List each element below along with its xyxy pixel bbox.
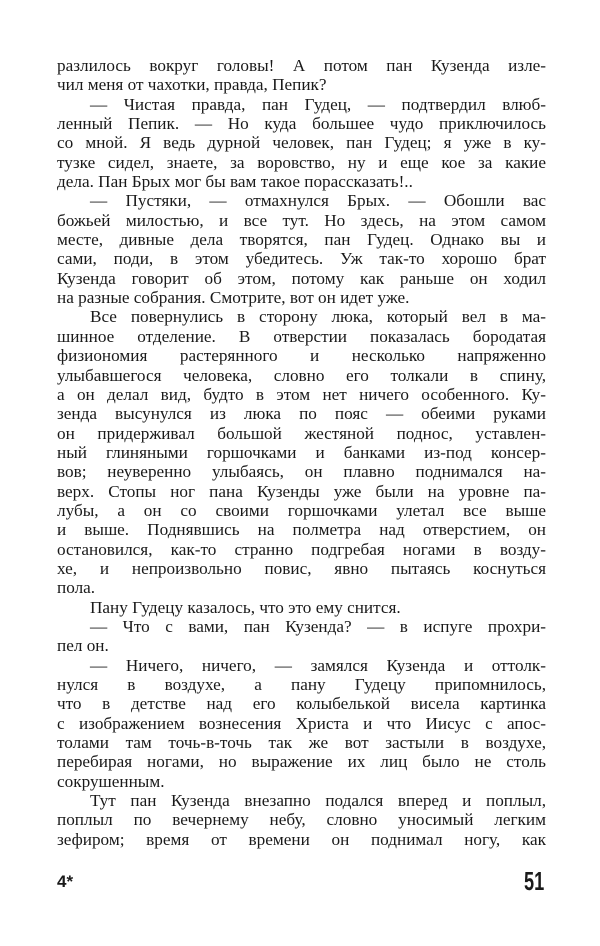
text-line: дела. Пан Брых мог бы вам такое порассказать!.. xyxy=(57,172,413,192)
text-line: верх. Стопы ног пана Кузенды уже были на уровне па- xyxy=(57,481,546,501)
page-body-text xyxy=(57,56,546,849)
text-line: зенда высунулся из люка по пояс — обеими руками xyxy=(57,404,546,424)
text-line: — Ничего, ничего, — замялся Кузенда и оттолк- xyxy=(90,655,546,675)
signature-mark: 4* xyxy=(57,872,74,891)
text-line: поплыл по вечернему небу, словно уносимый легким xyxy=(57,810,546,830)
text-line: — Что с вами, пан Кузенда? — в испуге прохри- xyxy=(90,616,546,636)
text-line: пола. xyxy=(57,578,96,598)
text-line: что в детстве над его колыбелькой висела картинка xyxy=(57,694,546,714)
text-line: Все повернулись в сторону люка, который вел в ма- xyxy=(90,307,546,327)
text-line: физиономия растерянного и несколько напряженно xyxy=(57,346,546,366)
text-line: со мной. Я ведь дурной человек, пан Гудец; я уже в ку- xyxy=(57,133,546,153)
text-line: лубы, а он со своими горшочками улетал все выше xyxy=(57,500,546,520)
text-line: на разные собрания. Смотрите, вот он идет уже. xyxy=(57,288,410,308)
text-line: толами там точь-в-точь так же вот застыли в воздухе, xyxy=(57,733,546,753)
text-line: улыбавшегося человека, словно его толкали в спину, xyxy=(57,365,546,385)
text-line: чил меня от чахотки, правда, Пепик? xyxy=(57,75,327,95)
text-line: он придерживал большой жестяной поднос, уставлен- xyxy=(57,423,546,443)
text-line: пел он. xyxy=(57,636,109,656)
text-line: — Чистая правда, пан Гудец, — подтвердил влюб- xyxy=(90,94,546,114)
text-line: сокрушенным. xyxy=(57,771,165,791)
text-line: вов; неуверенно улыбаясь, он плавно поднимался на- xyxy=(57,462,546,482)
text-line: хе, и непроизвольно повис, явно пытаясь коснуться xyxy=(57,558,546,578)
text-line: Пану Гудецу казалось, что это ему снится. xyxy=(90,597,401,617)
text-line: тузке сидел, знаете, за воровство, ну и еще кое за какие xyxy=(57,152,546,172)
text-line: остановился, как-то странно подгребая ногами в возду- xyxy=(57,539,546,559)
text-line: шинное отделение. В отверстии показалась бородатая xyxy=(57,326,546,346)
text-line: нулся в воздухе, а пану Гудецу припомнилось, xyxy=(57,675,546,694)
text-line: месте, дивные дела творятся, пан Гудец. Однако вы и xyxy=(57,230,546,250)
text-line: сами, поди, в этом убедитесь. Уж так-то хорошо брат xyxy=(57,249,546,269)
text-line: разлилось вокруг головы! А потом пан Кузенда изле- xyxy=(57,56,546,75)
text-line: божьей милостью, и все тут. Но здесь, на этом самом xyxy=(57,210,546,230)
text-line: и выше. Поднявшись на полметра над отверстием, он xyxy=(57,520,546,540)
text-line: перебирая ногами, но выражение их лиц было не столь xyxy=(57,752,546,772)
text-line: ленный Пепик. — Но куда большее чудо приключилось xyxy=(57,114,546,134)
text-line: ный глиняными горшочками и банками из-под консер- xyxy=(57,442,546,462)
page-number: 51 xyxy=(524,866,545,896)
text-line: зефиром; время от времени он поднимал ногу, как xyxy=(57,829,546,849)
text-line: Тут пан Кузенда внезапно подался вперед и поплыл, xyxy=(90,791,546,811)
text-line: Кузенда говорит об этом, потому как раньше он ходил xyxy=(57,268,546,288)
text-line: а он делал вид, будто в этом нет ничего особенного. Ку- xyxy=(57,384,546,404)
text-line: — Пустяки, — отмахнулся Брых. — Обошли вас xyxy=(90,191,546,211)
text-line: с изображением вознесения Христа и что Иисус с апос- xyxy=(57,713,546,733)
